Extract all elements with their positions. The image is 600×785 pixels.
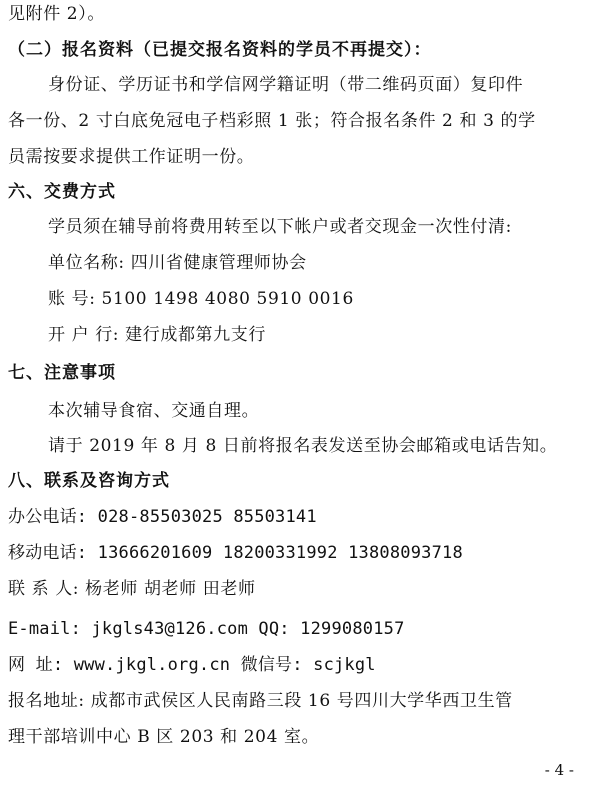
text-line-materials-1: 身份证、学历证书和学信网学籍证明（带二维码页面）复印件 — [48, 75, 524, 95]
section-title-contact: 八、联系及咨询方式 — [8, 471, 170, 491]
text-line-address-1: 报名地址: 成都市武侯区人民南路三段 16 号四川大学华西卫生管 — [8, 691, 513, 711]
text-line-address-2: 理干部培训中心 B 区 203 和 204 室。 — [8, 727, 320, 747]
text-line-continuation: 见附件 2）。 — [8, 4, 105, 24]
text-line-email-qq: E-mail: jkgls43@126.com QQ: 1299080157 — [8, 619, 405, 639]
page-number: - 4 - — [544, 761, 574, 779]
text-line-website-wechat: 网 址: www.jkgl.org.cn 微信号: scjkgl — [8, 655, 376, 675]
subsection-title-registration-materials: （二）报名资料（已提交报名资料的学员不再提交）： — [8, 40, 432, 60]
text-line-materials-3: 员需按要求提供工作证明一份。 — [8, 147, 255, 167]
text-line-accommodation: 本次辅导食宿、交通自理。 — [48, 401, 260, 421]
section-title-notes: 七、注意事项 — [8, 363, 116, 383]
text-line-account-number: 账 号: 5100 1498 4080 5910 0016 — [48, 289, 354, 309]
text-line-mobile-phone: 移动电话: 13666201609 18200331992 13808093718 — [8, 543, 463, 563]
text-line-account-name: 单位名称: 四川省健康管理师协会 — [48, 253, 307, 273]
section-title-payment: 六、交费方式 — [8, 182, 116, 202]
text-line-contact-persons: 联 系 人: 杨老师 胡老师 田老师 — [8, 579, 256, 599]
text-line-bank: 开 户 行: 建行成都第九支行 — [48, 325, 266, 345]
text-line-materials-2: 各一份、2 寸白底免冠电子档彩照 1 张；符合报名条件 2 和 3 的学 — [8, 111, 536, 131]
text-line-payment-intro: 学员须在辅导前将费用转至以下帐户或者交现金一次性付清: — [48, 217, 512, 237]
text-line-deadline: 请于 2019 年 8 月 8 日前将报名表发送至协会邮箱或电话告知。 — [48, 436, 558, 456]
text-line-office-phone: 办公电话: 028-85503025 85503141 — [8, 507, 317, 527]
